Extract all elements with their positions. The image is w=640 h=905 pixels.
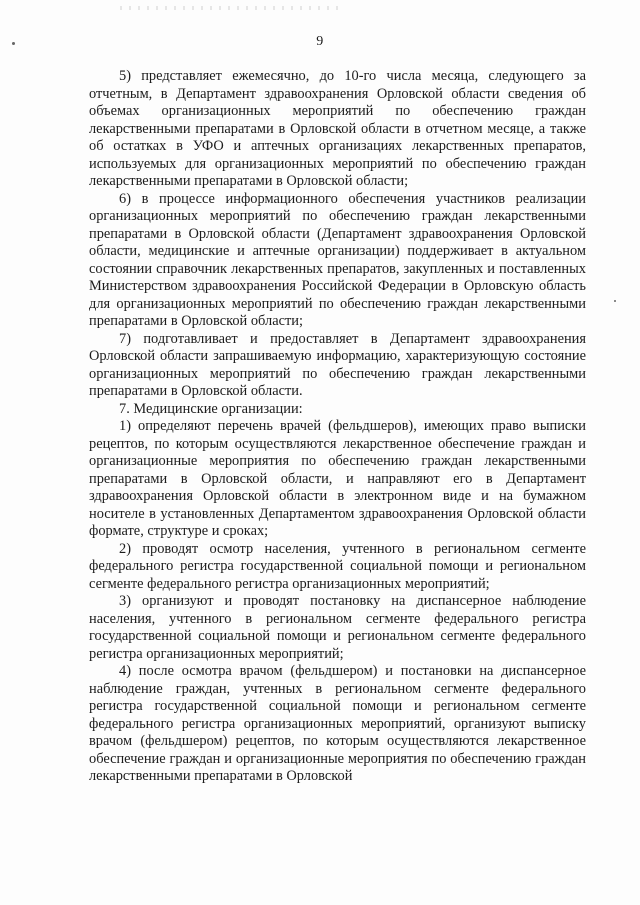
scan-artifact-dot [614,300,616,302]
scan-artifact [120,6,340,10]
section-heading-medical-organizations: 7. Медицинские организации: [119,400,303,417]
paragraph-medorg-item-1: 1) определяют перечень врачей (фельдшеров), имеющих право выписки рецептов, по которым осуществляются лекарственное обеспечение граждан и организационные мероприятия по обеспечению граждан лекарственными препаратами в Орловской области, и направляют его в Департамент здравоохранения Орловской области в электронном виде и на бумажном носителе в установленных Департаментом здравоохранения Орловской области формате, структуре и сроках; [89,418,586,539]
paragraph-item-7: 7) подготавливает и предоставляет в Департамент здравоохранения Орловской области запрашиваемую информацию, характеризующую состояние организационных мероприятий по обеспечению граждан лекарственными препаратами в Орловской области. [89,330,586,399]
paragraph-medorg-item-3: 3) организуют и проводят постановку на диспансерное наблюдение населения, учтенного в региональном сегменте федерального регистра государственной социальной помощи и региональном сегменте федерального регистра организационных мероприятий; [89,593,586,662]
page-number: 9 [316,34,324,49]
paragraph-item-5: 5) представляет ежемесячно, до 10-го числа месяца, следующего за отчетным, в Департамент здравоохранения Орловской области сведения об объемах организационных мероприятий по обеспечению граждан лекарственными препаратами в Орловской области в отчетном месяце, а также об остатках в УФО и аптечных организациях лекарственных препаратов, используемых для организационных мероприятий по обеспечению граждан лекарственными препаратами в Орловской области; [89,68,586,189]
paragraph-medorg-item-4: 4) после осмотра врачом (фельдшером) и постановки на диспансерное наблюдение граждан, учтенных в региональном сегменте федерального регистра государственной социальной помощи и региональном сегменте федерального регистра организационных мероприятий, организуют выписку врачом (фельдшером) рецептов, по которым осуществляются лекарственное обеспечение граждан и организационные мероприятия по обеспечению граждан лекарственными препаратами в Орловской [89,663,586,784]
paragraph-medorg-item-2: 2) проводят осмотр населения, учтенного в региональном сегменте федерального регистра государственной социальной помощи и региональном сегменте федерального регистра организационных мероприятий; [89,540,586,592]
document-body [89,68,586,786]
paragraph-item-6: 6) в процессе информационного обеспечения участников реализации организационных мероприятий по обеспечению граждан лекарственными препаратами в Орловской области (Департамент здравоохранения Орловской области, медицинские и аптечные организации) поддерживает в актуальном состоянии справочник лекарственных препаратов, закупленных и поставленных Министерством здравоохранения Российской Федерации в Орловскую область для организационных мероприятий по обеспечению граждан лекарственными препаратами в Орловской области; [89,190,586,329]
